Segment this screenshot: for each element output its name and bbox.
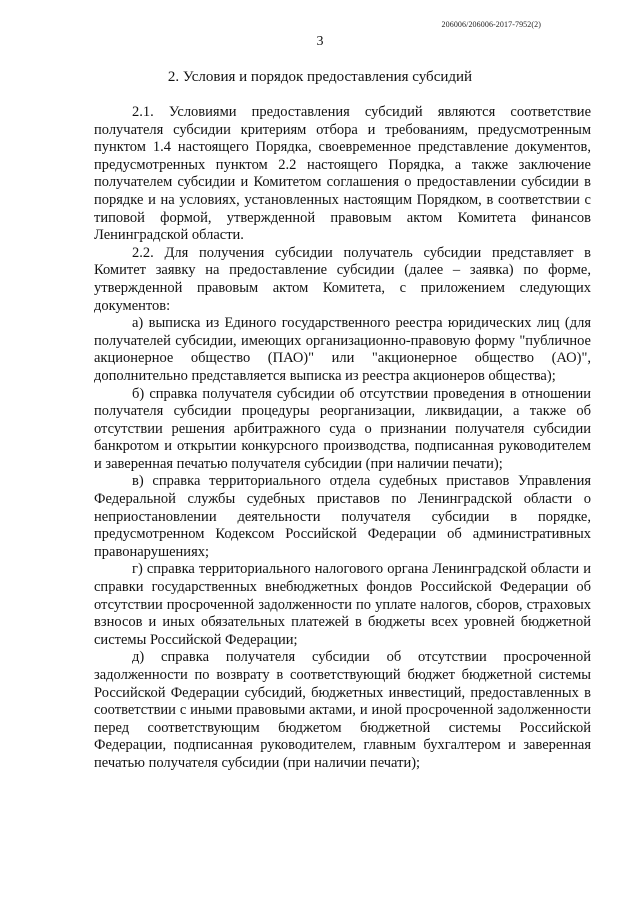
document-body: [94, 104, 591, 773]
list-item-v: в) справка территориального отдела судебных приставов Управления Федеральной службы судебных приставов по Ленинградской области о неприостановлении деятельности получателя субсидии в порядке, предусмотренном Кодексом Российской Федерации об административных правонарушениях;: [94, 473, 591, 560]
list-item-a: а) выписка из Единого государственного реестра юридических лиц (для получателей субсидии, имеющих организационно-правовую форму "публичное акционерное общество (ПАО)" или "акционерное общество (АО)", дополнительно представляется выписка из реестра акционеров общества);: [94, 315, 591, 384]
paragraph-2-1: 2.1. Условиями предоставления субсидий являются соответствие получателя субсидии критериям отбора и требованиям, предусмотренным пунктом 1.4 настоящего Порядка, своевременное представление документов, предусмотренных пунктом 2.2 настоящего Порядка, а также заключение получателем субсидии и Комитетом соглашения о предоставлении субсидии в порядке и на условиях, установленных настоящим Порядком, в соответствии с типовой формой, утвержденной правовым актом Комитета финансов Ленинградской области.: [94, 104, 591, 244]
section-heading: 2. Условия и порядок предоставления субсидий: [167, 69, 473, 85]
list-item-d: д) справка получателя субсидии об отсутствии просроченной задолженности по возврату в соответствующий бюджет бюджетной системы Российской Федерации субсидий, бюджетных инвестиций, предоставленных в соответствии с иными правовыми актами, и иной просроченной задолженности перед соответствующим бюджетом бюджетной системы Российской Федерации, подписанная руководителем, главным бухгалтером и заверенная печатью получателя субсидии (при наличии печати);: [94, 649, 591, 771]
document-registration-number: 206006/206006-2017-7952(2): [441, 20, 541, 29]
list-item-g: г) справка территориального налогового органа Ленинградской области и справки государственных внебюджетных фондов Российской Федерации об отсутствии просроченной задолженности по уплате налогов, сборов, страховых взносов и иных обязательных платежей в бюджеты всех уровней бюджетной системы Российской Федерации;: [94, 561, 591, 648]
paragraph-2-2: 2.2. Для получения субсидии получатель субсидии представляет в Комитет заявку на предоставление субсидии (далее – заявка) по форме, утвержденной правовым актом Комитета, с приложением следующих документов:: [94, 244, 591, 314]
page-number: 3: [316, 34, 324, 49]
list-item-b: б) справка получателя субсидии об отсутствии проведения в отношении получателя субсидии процедуры реорганизации, ликвидации, а также об отсутствии решения арбитражного суда о признании получателя субсидии банкротом и открытии конкурсного производства, подписанная руководителем и заверенная печатью получателя субсидии (при наличии печати);: [94, 385, 591, 472]
